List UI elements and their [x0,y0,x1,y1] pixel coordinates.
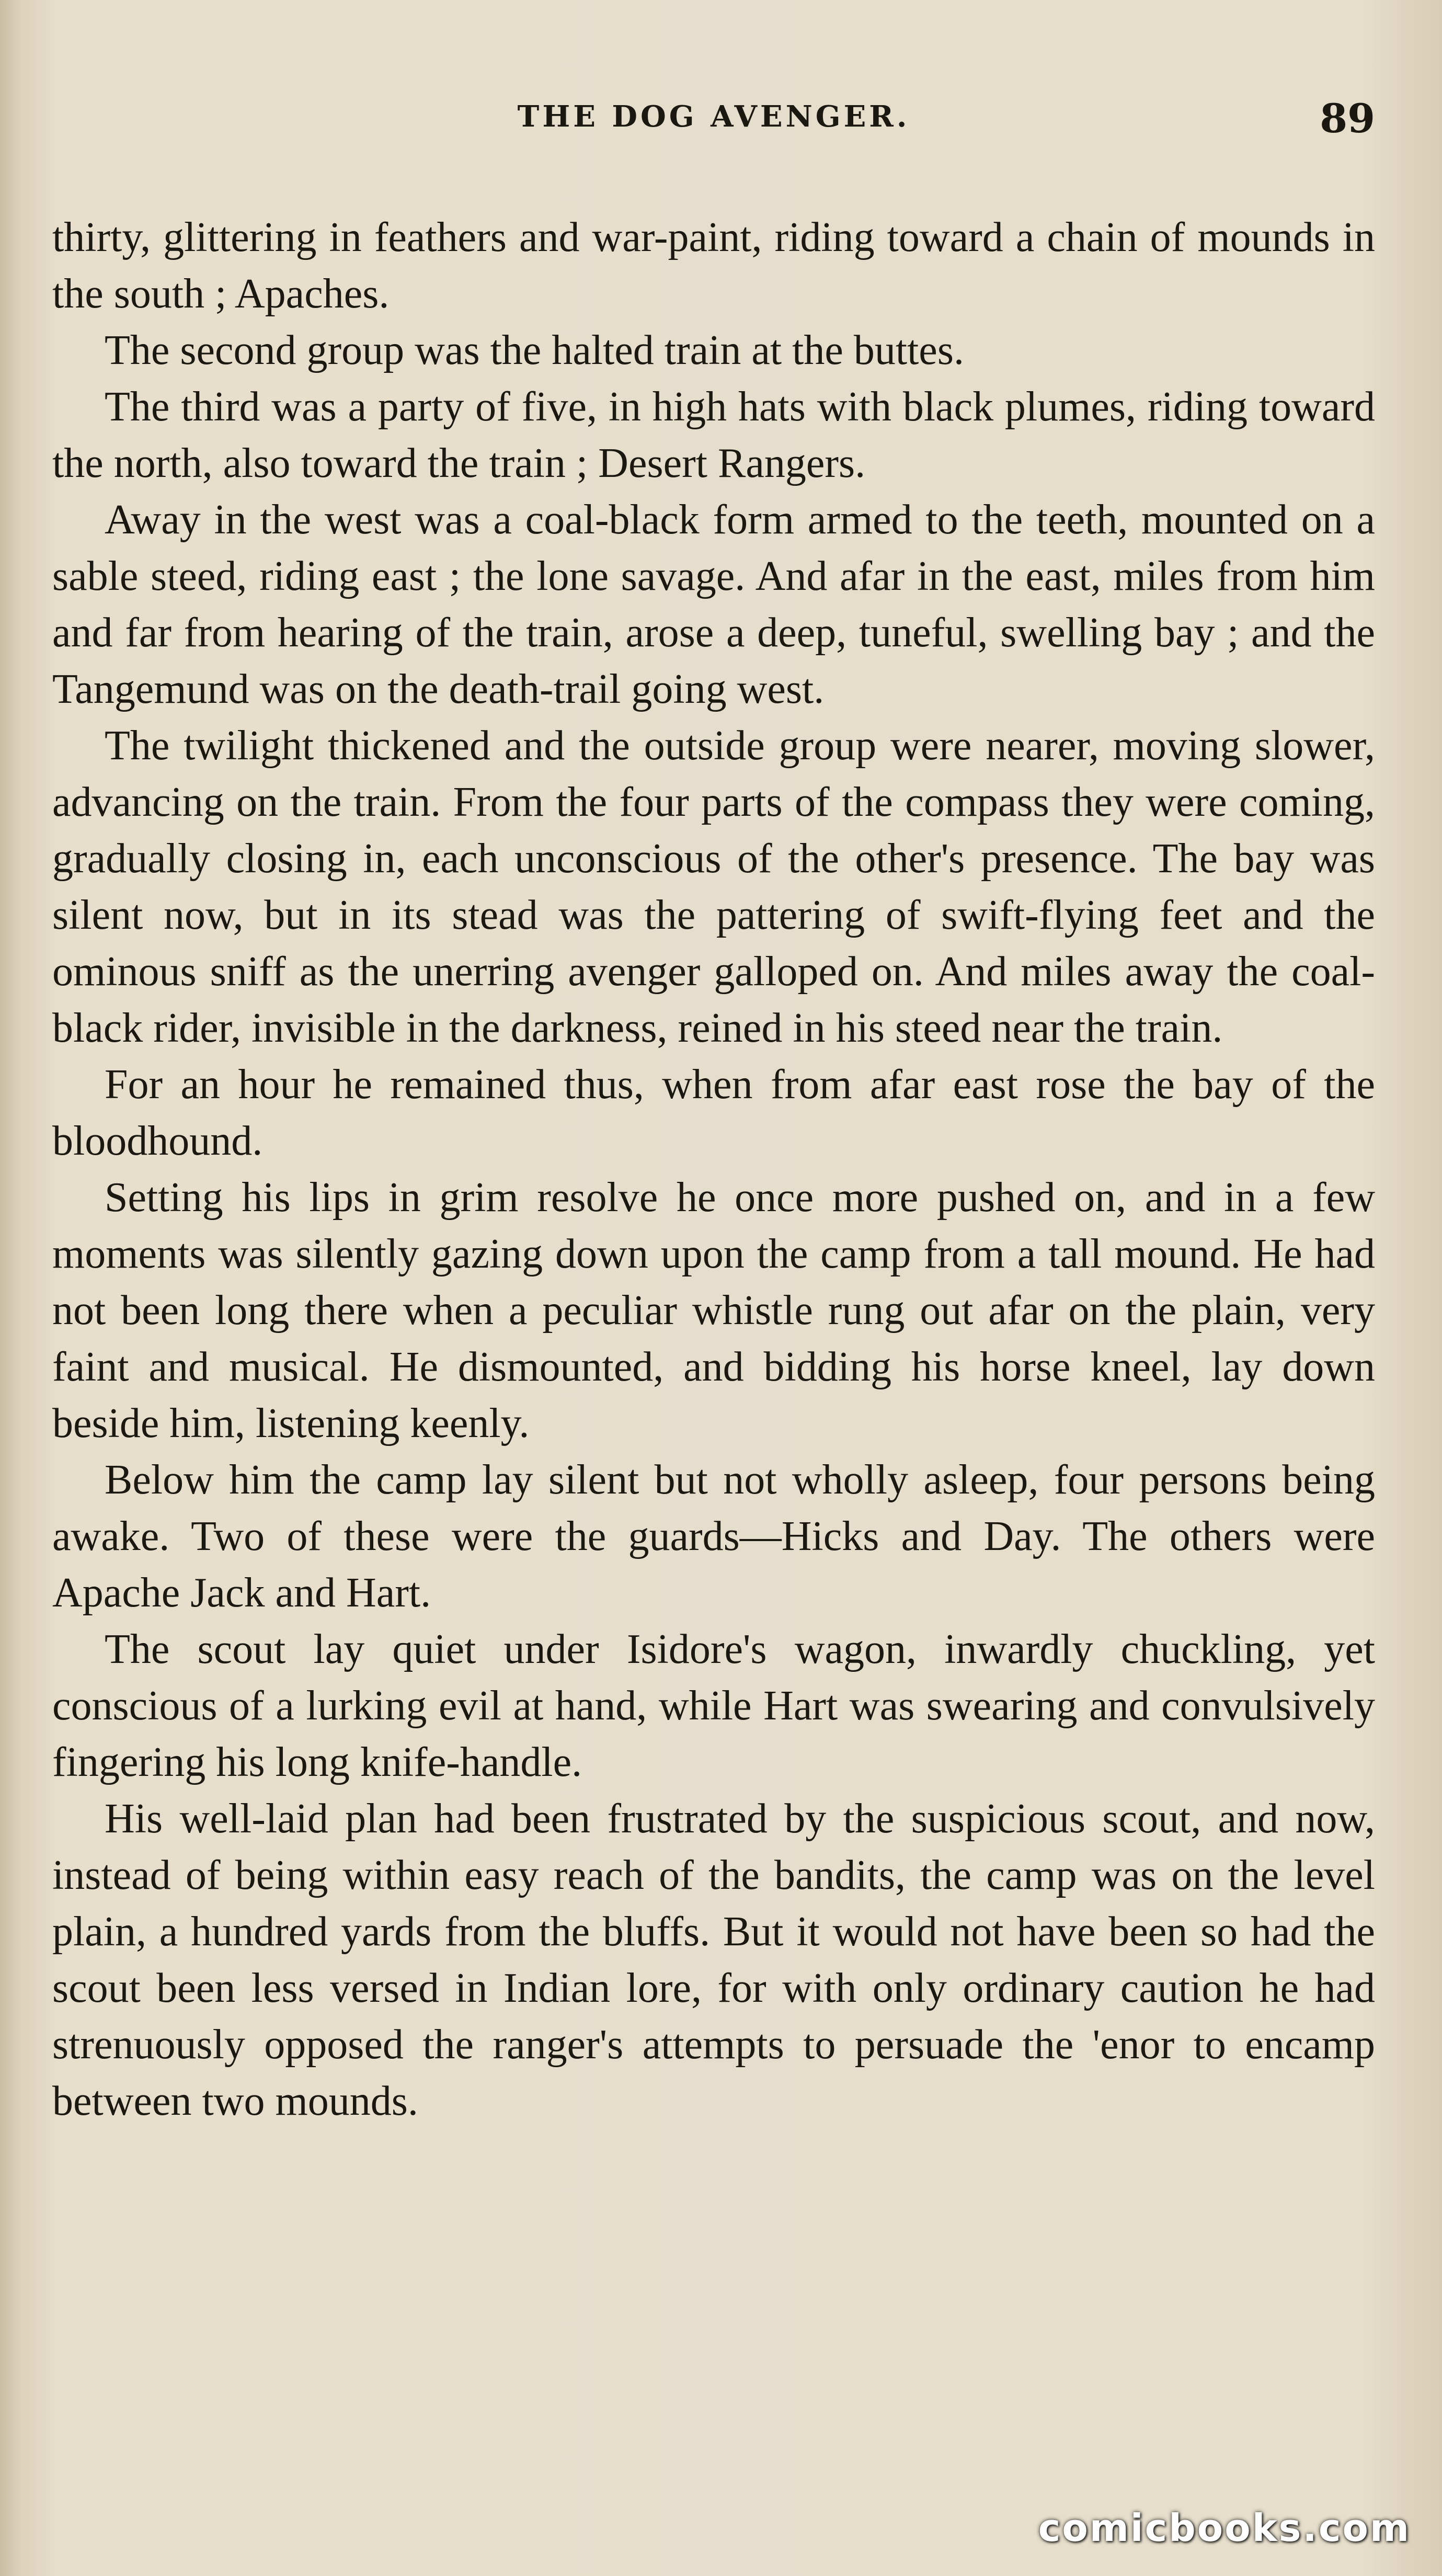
page-number: 89 [1320,95,1375,142]
running-title: THE DOG AVENGER. [517,99,910,134]
paragraph: thirty, glittering in feathers and war-paint, riding toward a chain of mounds in the south ; Apaches. [52,214,1375,317]
page-header [52,95,1375,157]
paragraph: For an hour he remained thus, when from afar east rose the bay of the bloodhound. [52,1062,1375,1164]
paragraph: Setting his lips in grim resolve he once more pushed on, and in a few moments was silently gazing down upon the camp from a tall mound. He had not been long there when a peculiar whistle rung out afar on the plain, very faint and musical. He dismounted, and bidding his horse kneel, lay down beside him, listening keenly. [52,1175,1375,1446]
watermark: comicbooks.com [1038,2506,1411,2550]
paragraph: The third was a party of five, in high hats with black plumes, riding toward the north, also toward the train ; Desert Rangers. [52,384,1375,486]
paragraph: Away in the west was a coal-black form armed to the teeth, mounted on a sable steed, riding east ; the lone savage. And afar in the east, miles from him and far from hearing of the train, arose a deep, tuneful, swelling bay ; and the Tangemund was on the death-trail going west. [52,497,1375,712]
paragraph: Below him the camp lay silent but not wholly asleep, four persons being awake. Two of these were the guards—Hicks and Day. The others were Apache Jack and Hart. [52,1457,1375,1616]
paragraph: The second group was the halted train at the buttes. [105,327,964,373]
paragraph: The twilight thickened and the outside group were nearer, moving slower, advancing on the train. From the four parts of the compass they were coming, gradually closing in, each unconscious of the other's presence. The bay was silent now, but in its stead was the pattering of swift-flying feet and the ominous sniff as the unerring avenger galloped on. And miles away the coal-black rider, invisible in the darkness, reined in his steed near the train. [52,723,1375,1051]
body-text [52,209,1375,2129]
paragraph: His well-laid plan had been frustrated by the suspicious scout, and now, instead of being within easy reach of the bandits, the camp was on the level plain, a hundred yards from the bluffs. But it would not have been so had the scout been less versed in Indian lore, for with only ordinary caution he had strenuously opposed the ranger's attempts to persuade the 'enor to encamp between two mounds. [52,1796,1375,2124]
paragraph: The scout lay quiet under Isidore's wagon, inwardly chuckling, yet conscious of a lurking evil at hand, while Hart was swearing and convulsively fingering his long knife-handle. [52,1626,1375,1785]
